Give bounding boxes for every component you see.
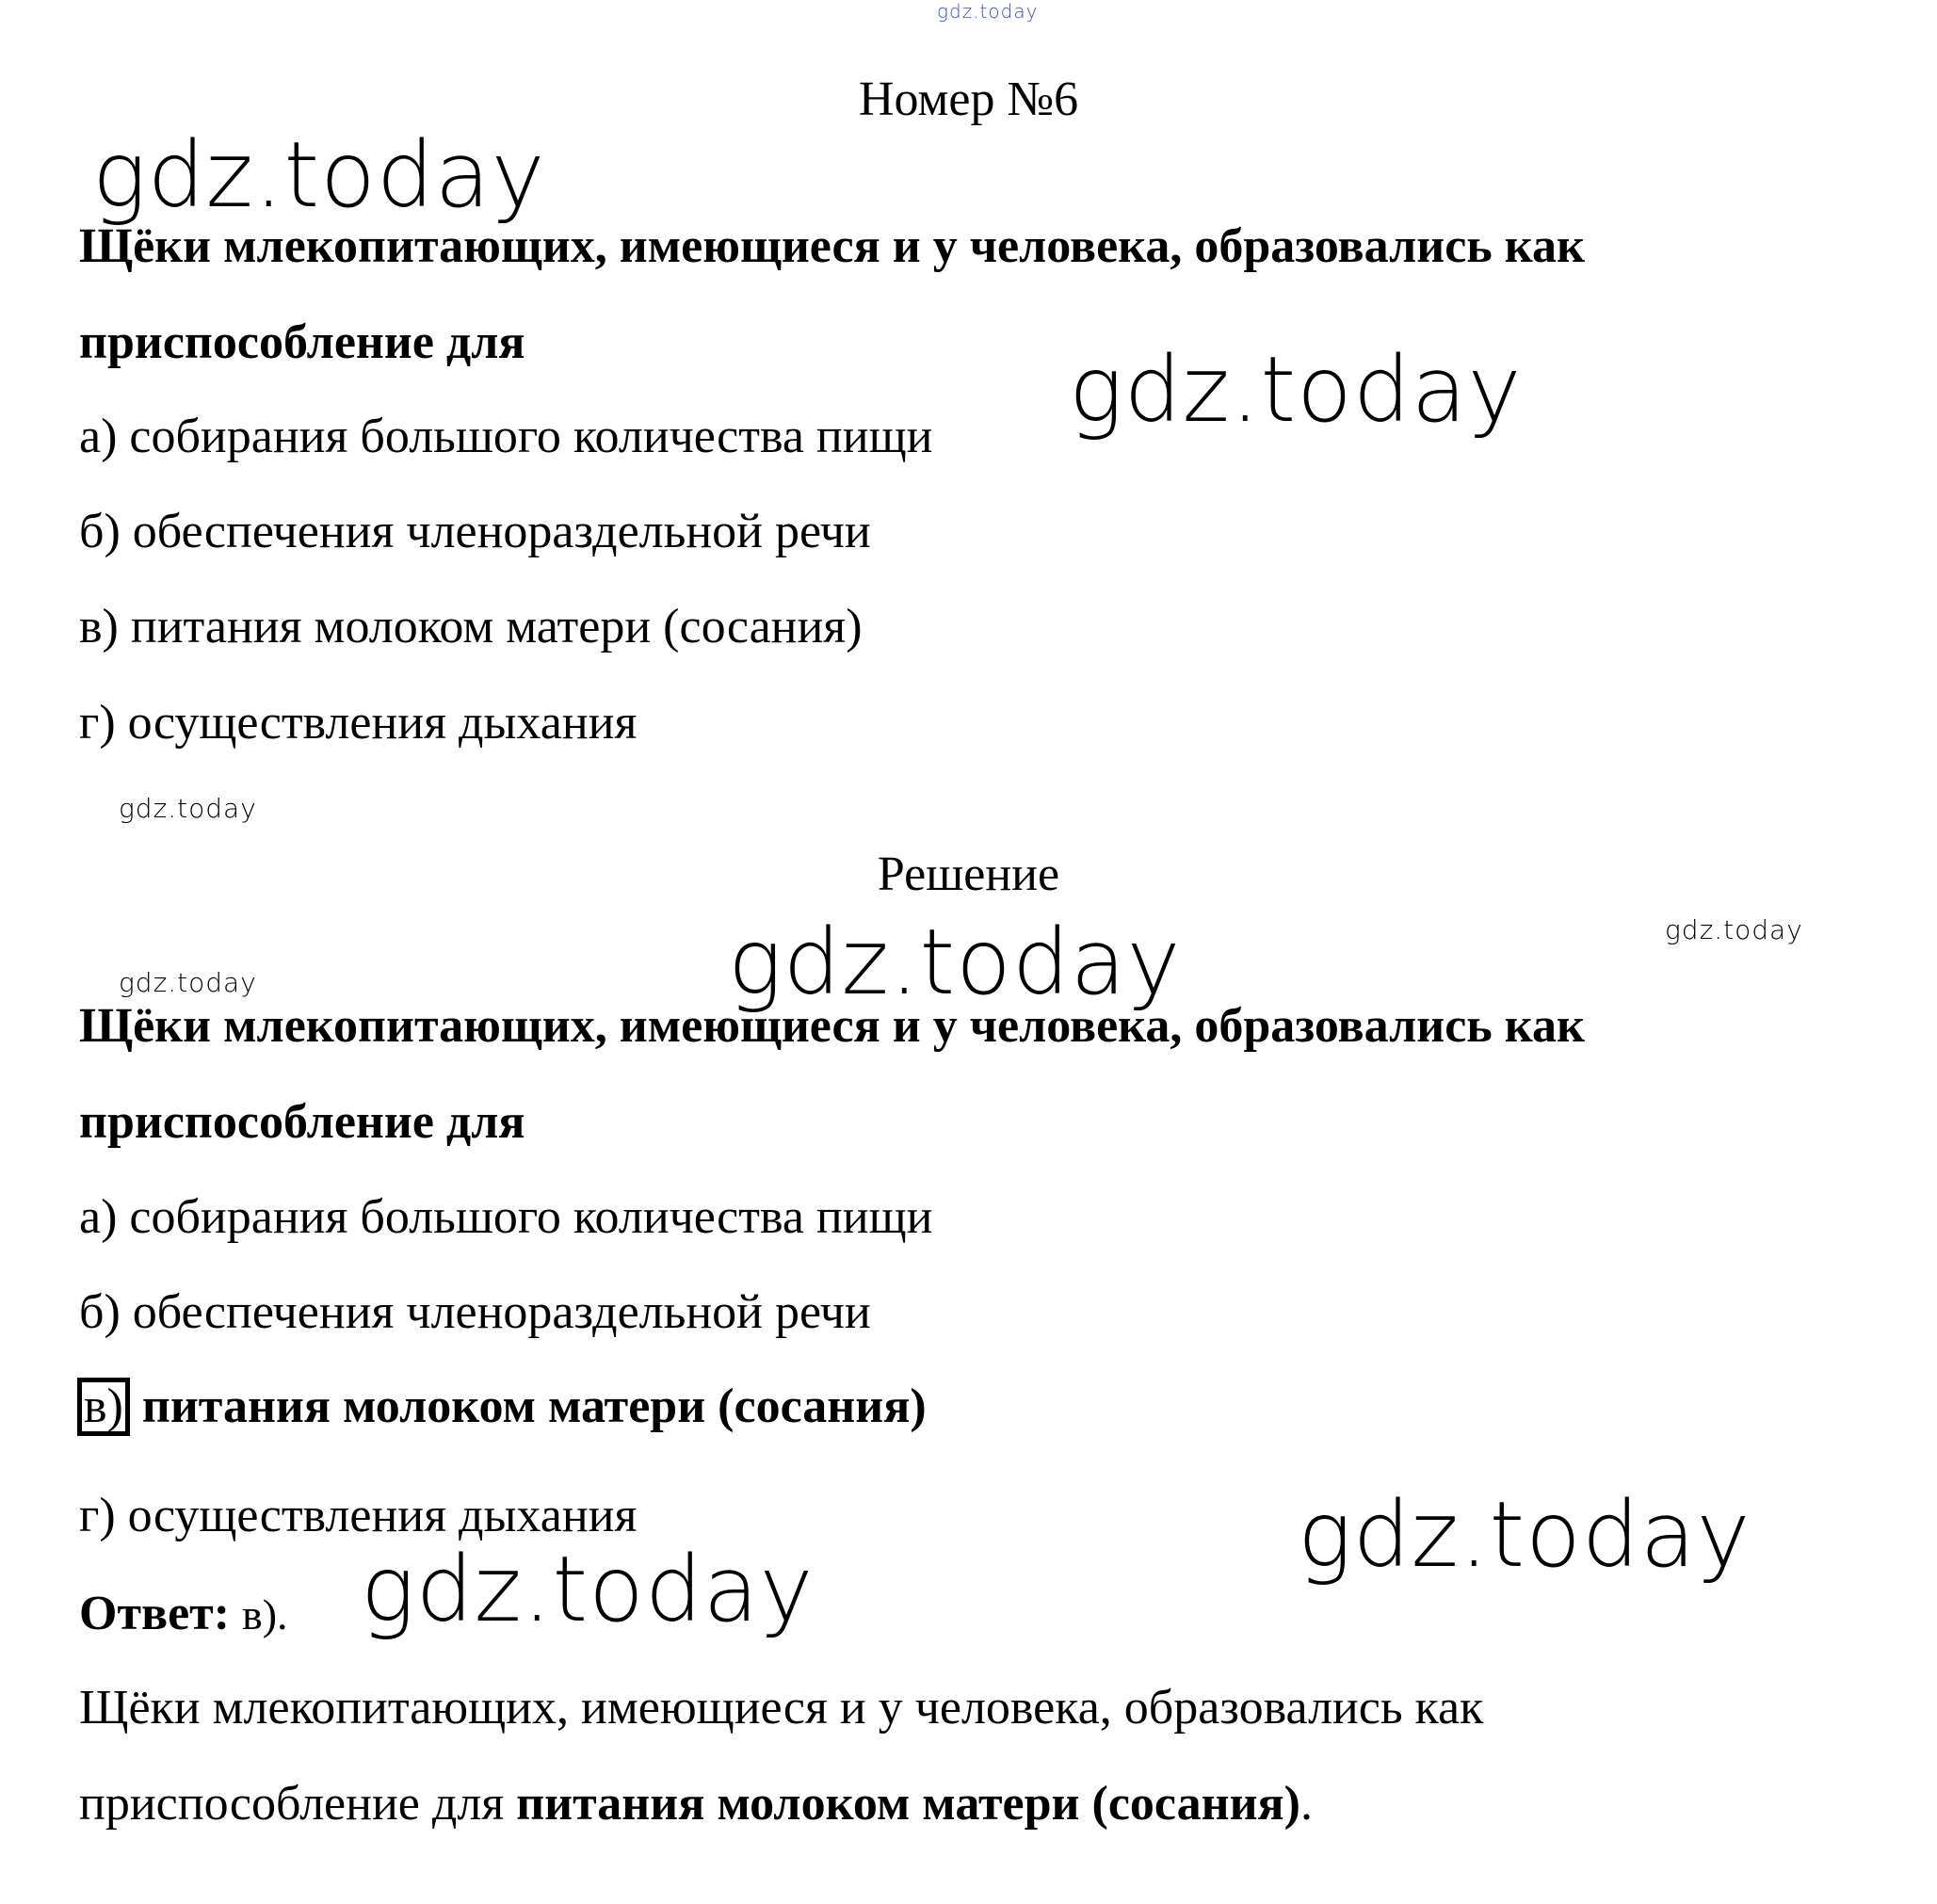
question-option-c: в) питания молоком матери (сосания) [79,600,863,653]
solution-option-d: г) осуществления дыхания [79,1489,638,1542]
solution-title: Решение [877,847,1060,901]
question-text-line-1: Щёки млекопитающих, имеющиеся и у человека, образовались как [79,219,1585,273]
answer-label: Ответ: [79,1587,231,1640]
question-option-d: г) осуществления дыхания [79,696,638,750]
watermark: gdz.today [728,910,1182,1015]
explanation-line-2 [79,1777,1313,1831]
explanation-end: . [1300,1777,1313,1831]
watermark: gdz.today [92,122,546,228]
explanation-bold: питания молоком матери (сосания) [516,1777,1300,1831]
solution-text-line-1: Щёки млекопитающих, имеющиеся и у человека, образовались как [79,999,1585,1053]
explanation-plain: приспособление для [79,1777,517,1831]
solution-option-b: б) обеспечения членораздельной речи [79,1285,871,1339]
watermark: gdz.today [1298,1482,1751,1588]
page-title: Номер №6 [858,73,1079,126]
watermark-top: gdz.today [937,0,1039,23]
watermark: gdz.today [1665,914,1803,945]
question-option-a: а) собирания большого количества пищи [79,410,933,463]
solution-text-line-2: приспособление для [79,1095,525,1149]
question-option-b: б) обеспечения членораздельной речи [79,505,871,558]
watermark: gdz.today [361,1537,815,1642]
answer-line [79,1589,288,1638]
solution-option-c-text: питания молоком матери (сосания) [141,1380,927,1433]
solution-option-a: а) собирания большого количества пищи [79,1190,933,1244]
watermark: gdz.today [1069,337,1523,443]
explanation-line-1: Щёки млекопитающих, имеющиеся и у человека, образовались как [79,1681,1484,1735]
question-text-line-2: приспособление для [79,315,525,369]
watermark: gdz.today [119,793,257,824]
selected-answer-box: в) [77,1378,130,1436]
solution-option-c [77,1378,927,1436]
answer-value: в). [242,1590,288,1638]
watermark: gdz.today [119,967,257,998]
